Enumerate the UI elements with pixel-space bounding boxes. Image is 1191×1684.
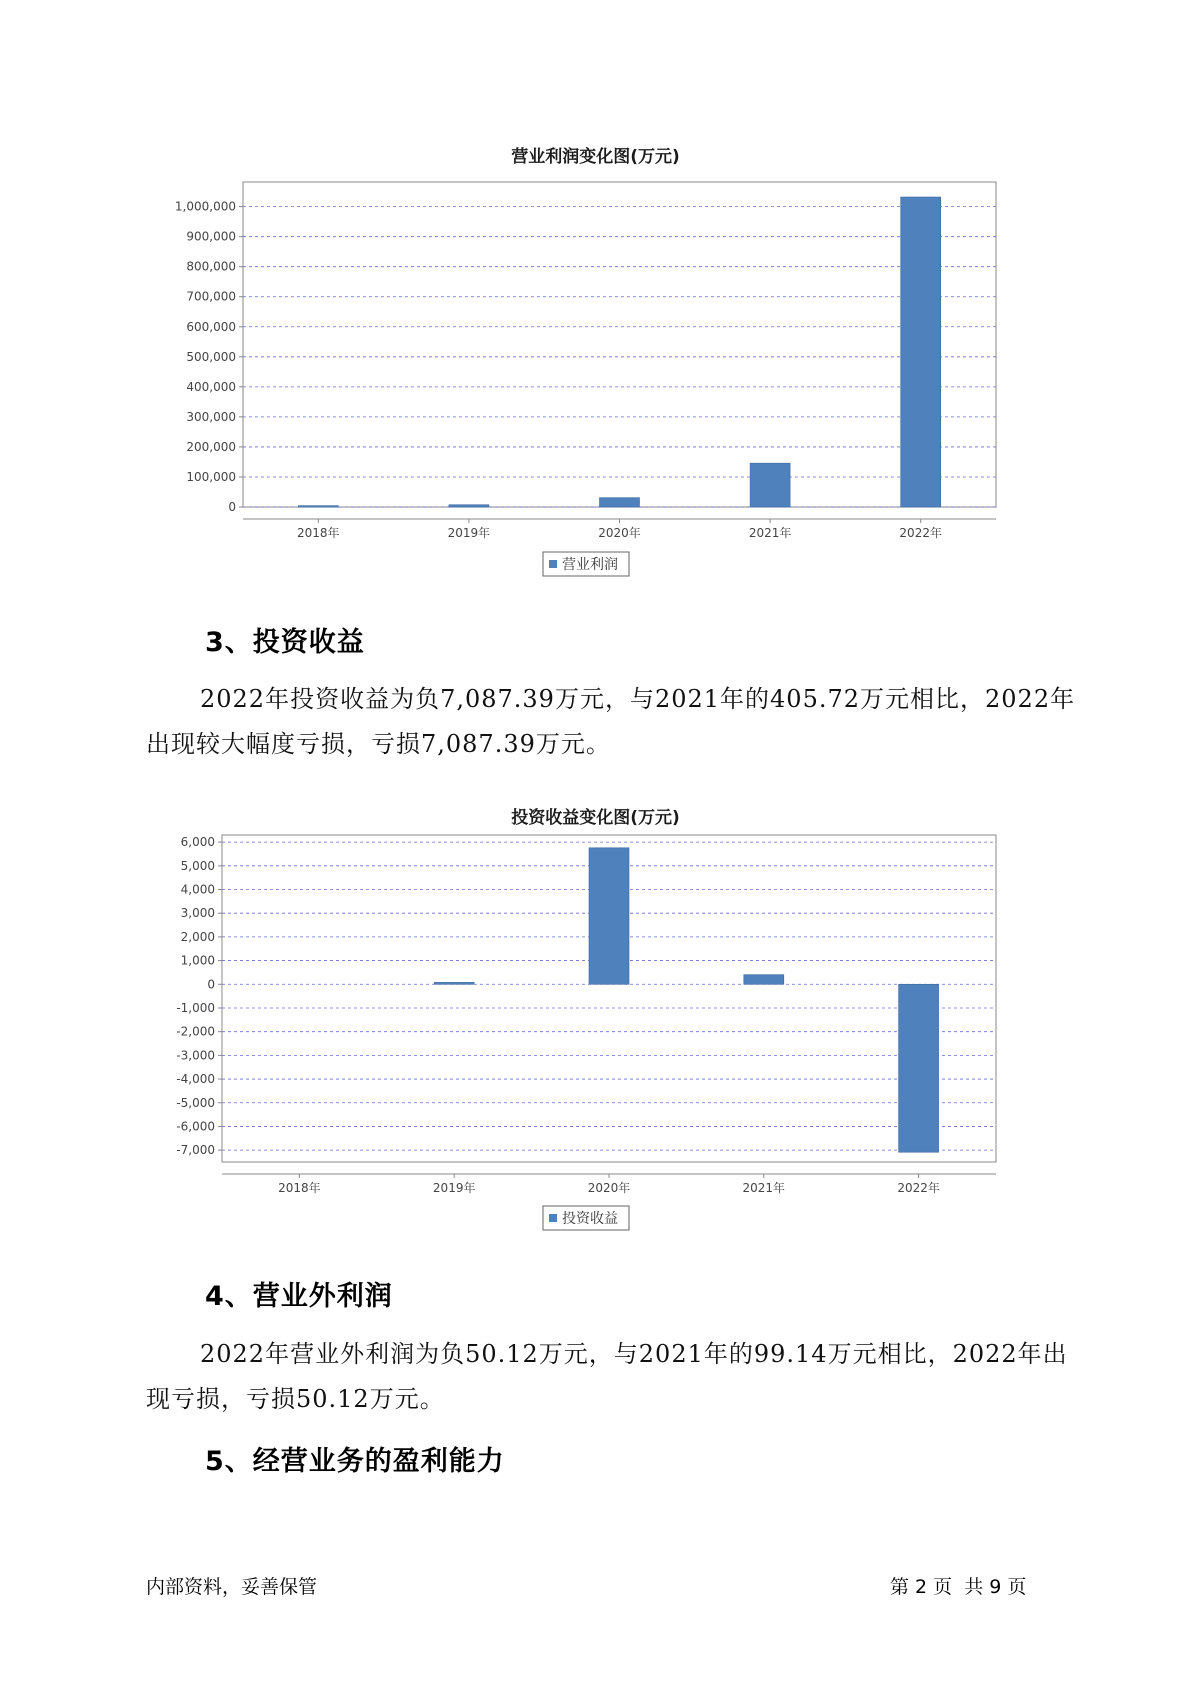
y-tick-label: 1,000 [180, 953, 215, 968]
y-tick-label: 800,000 [186, 259, 236, 274]
y-tick-label: -3,000 [176, 1048, 215, 1063]
chart1-title: 营业利润变化图(万元) [511, 147, 680, 167]
y-tick-label: 200,000 [186, 439, 236, 454]
footer-confidential-note: 内部资料，妥善保管 [146, 1576, 318, 1598]
operating-profit-chart [0, 175, 1191, 615]
chart2-title: 投资收益变化图(万元) [511, 808, 680, 828]
y-tick-label: 5,000 [180, 858, 215, 873]
bar-2022年 [901, 197, 941, 507]
bar-2020年 [589, 848, 629, 984]
bar-2018年 [298, 506, 338, 508]
section-4-heading: 4、营业外利润 [205, 1281, 393, 1312]
x-tick-label: 2020年 [587, 1181, 631, 1195]
investment-income-chart [0, 835, 1191, 1250]
legend-swatch [549, 1214, 557, 1222]
bar-2019年 [434, 982, 474, 984]
section-4-paragraph: 2022年营业外利润为负50.12万元，与2021年的99.14万元相比，2022年出现亏损，亏损50.12万元。 [146, 1340, 1068, 1413]
x-tick-label: 2021年 [748, 526, 792, 540]
footer-page-number: 第 2 页 共 9 页 [890, 1576, 1027, 1598]
plot-area [243, 182, 996, 507]
legend-swatch [549, 560, 557, 568]
bar-2019年 [449, 505, 489, 507]
legend-label: 投资收益 [562, 1211, 618, 1227]
y-tick-label: 0 [228, 500, 236, 514]
y-tick-label: 2,000 [180, 929, 215, 944]
y-tick-label: 100,000 [186, 469, 236, 484]
y-tick-label: 300,000 [186, 409, 236, 424]
y-tick-label: 600,000 [186, 319, 236, 334]
y-tick-label: 6,000 [180, 835, 215, 850]
y-tick-label: 500,000 [186, 349, 236, 364]
x-tick-label: 2022年 [897, 1181, 940, 1195]
x-tick-label: 2019年 [432, 1181, 476, 1195]
y-tick-label: -7,000 [176, 1143, 215, 1158]
y-tick-label: 700,000 [186, 289, 236, 304]
x-tick-label: 2018年 [297, 526, 340, 540]
y-tick-label: -5,000 [176, 1095, 215, 1110]
x-tick-label: 2019年 [447, 526, 491, 540]
legend-label: 营业利润 [562, 557, 618, 573]
y-tick-label: 400,000 [186, 379, 236, 394]
section-3-paragraph: 2022年投资收益为负7,087.39万元，与2021年的405.72万元相比，2022年出现较大幅度亏损，亏损7,087.39万元。 [146, 685, 1076, 758]
section-3-heading: 3、投资收益 [205, 627, 365, 658]
bar-2022年 [899, 984, 939, 1152]
section-5-heading: 5、经营业务的盈利能力 [205, 1446, 505, 1477]
y-tick-label: -1,000 [176, 1000, 215, 1015]
bar-2020年 [600, 498, 640, 507]
x-tick-label: 2020年 [598, 526, 641, 540]
y-tick-label: -2,000 [176, 1024, 215, 1039]
y-tick-label: 900,000 [186, 229, 236, 244]
y-tick-label: -4,000 [176, 1072, 215, 1087]
y-tick-label: 3,000 [180, 906, 215, 921]
y-tick-label: 4,000 [180, 882, 215, 897]
y-tick-label: 1,000,000 [174, 199, 236, 214]
x-tick-label: 2021年 [742, 1181, 786, 1195]
x-tick-label: 2022年 [899, 526, 942, 540]
y-tick-label: -6,000 [176, 1119, 215, 1134]
bar-2021年 [750, 463, 790, 507]
bar-2021年 [744, 975, 784, 985]
x-tick-label: 2018年 [278, 1181, 321, 1195]
y-tick-label: 0 [207, 977, 215, 992]
